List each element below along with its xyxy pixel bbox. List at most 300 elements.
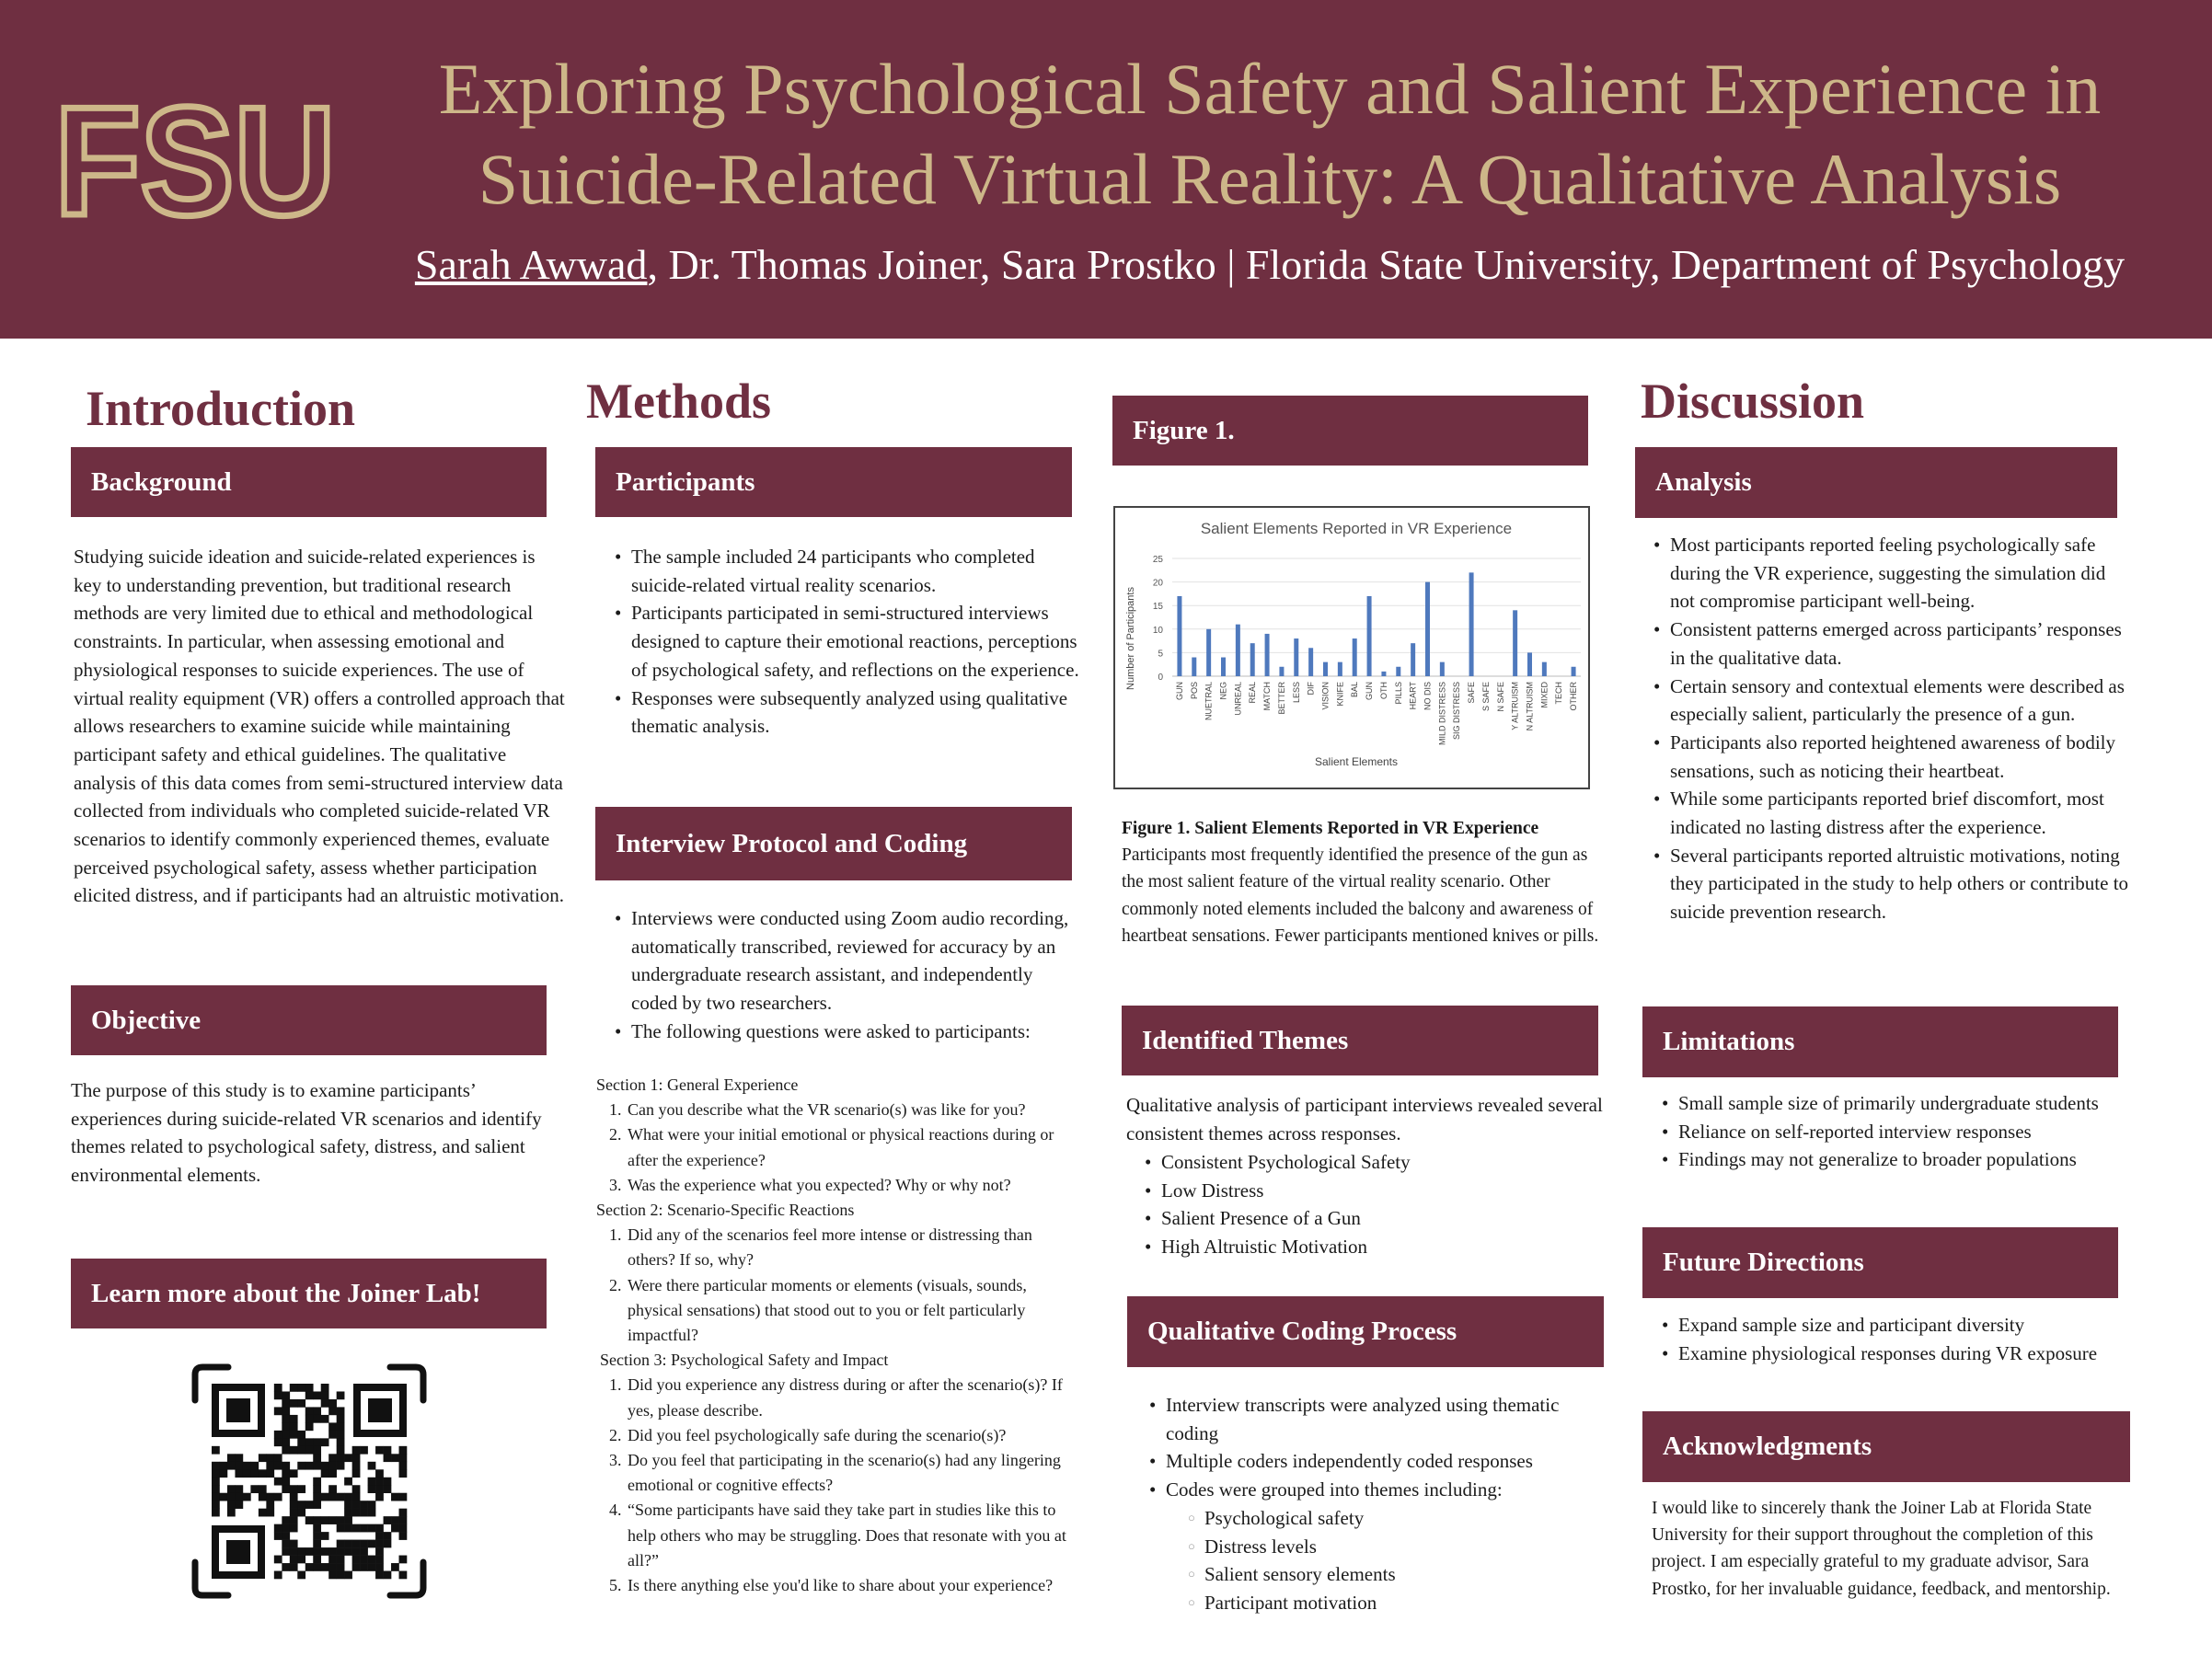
qr-module bbox=[344, 1493, 352, 1501]
qr-module bbox=[321, 1415, 329, 1423]
participants-list bbox=[615, 543, 1086, 741]
qr-module bbox=[219, 1462, 227, 1470]
list-item: • High Altruistic Motivation bbox=[1145, 1233, 1605, 1261]
qr-module bbox=[321, 1469, 329, 1478]
author-line bbox=[359, 237, 2181, 293]
qr-module bbox=[360, 1524, 368, 1533]
qr-module bbox=[360, 1563, 368, 1571]
qr-module bbox=[360, 1501, 368, 1509]
qr-module bbox=[337, 1556, 345, 1564]
list-item: • Multiple coders independently coded responses bbox=[1149, 1447, 1609, 1476]
qr-module bbox=[368, 1478, 376, 1486]
qr-module bbox=[305, 1391, 314, 1399]
qr-module bbox=[360, 1547, 368, 1556]
qr-module bbox=[297, 1509, 305, 1517]
qr-module bbox=[391, 1454, 399, 1462]
qr-module bbox=[368, 1485, 376, 1493]
qr-module bbox=[328, 1454, 337, 1462]
qr-module bbox=[321, 1462, 329, 1470]
qr-module bbox=[297, 1485, 305, 1493]
qr-module bbox=[391, 1516, 399, 1524]
qr-module bbox=[399, 1556, 408, 1564]
chart-bar bbox=[1572, 667, 1576, 676]
question-item: 2. Did you feel psychologically safe during the scenario(s)? bbox=[609, 1425, 1007, 1444]
qr-module bbox=[266, 1509, 274, 1517]
x-tick-label: LESS bbox=[1291, 682, 1301, 704]
chart-bar bbox=[1206, 629, 1211, 676]
qr-module bbox=[337, 1407, 345, 1415]
qr-module bbox=[313, 1446, 321, 1455]
qr-module bbox=[259, 1485, 267, 1493]
qr-module bbox=[352, 1540, 361, 1548]
qr-module bbox=[337, 1462, 345, 1470]
qr-module bbox=[266, 1454, 274, 1462]
qr-module bbox=[399, 1454, 408, 1462]
qr-module bbox=[282, 1563, 290, 1571]
x-tick-label: GUN bbox=[1365, 682, 1375, 700]
qr-module bbox=[313, 1563, 321, 1571]
qr-module bbox=[274, 1454, 282, 1462]
qr-module bbox=[290, 1384, 298, 1392]
qr-module bbox=[219, 1469, 227, 1478]
qr-module bbox=[368, 1563, 376, 1571]
y-tick-label: 0 bbox=[1158, 673, 1163, 683]
qr-module bbox=[328, 1399, 337, 1408]
qr-module bbox=[313, 1516, 321, 1524]
qr-module bbox=[227, 1493, 236, 1501]
qr-module bbox=[352, 1524, 361, 1533]
qr-module bbox=[384, 1516, 392, 1524]
qr-module bbox=[212, 1469, 220, 1478]
x-tick-label: S SAFE bbox=[1480, 682, 1491, 712]
poster-title-line-2: Suicide-Related Virtual Reality: A Qualitative Analysis bbox=[478, 139, 2062, 219]
x-tick-label: MATCH bbox=[1262, 682, 1273, 711]
list-item: • Examine physiological responses during VR exposure bbox=[1662, 1340, 2103, 1368]
coding-sublist bbox=[1188, 1504, 1630, 1617]
qr-module bbox=[290, 1399, 298, 1408]
interview-questions bbox=[596, 1073, 1079, 1598]
future-directions-list bbox=[1662, 1311, 2103, 1367]
y-axis-label: Number of Participants bbox=[1125, 587, 1136, 690]
list-item: • While some participants reported brief discomfort, most indicated no lasting distress after the experience. bbox=[1653, 785, 2132, 841]
qr-module bbox=[282, 1462, 290, 1470]
qr-module bbox=[375, 1571, 384, 1580]
qr-module bbox=[399, 1462, 408, 1470]
coding-process-heading: Qualitative Coding Process bbox=[1127, 1296, 1604, 1367]
figure-caption bbox=[1122, 815, 1609, 949]
qr-module bbox=[328, 1571, 337, 1580]
qr-module bbox=[391, 1563, 399, 1571]
chart-bar bbox=[1279, 667, 1284, 676]
qr-module bbox=[313, 1454, 321, 1462]
qr-module bbox=[250, 1469, 259, 1478]
primary-author: Sarah Awwad bbox=[414, 241, 648, 288]
qr-module bbox=[259, 1469, 267, 1478]
list-item: ○ Salient sensory elements bbox=[1188, 1560, 1630, 1589]
qr-module bbox=[227, 1509, 236, 1517]
qr-module bbox=[305, 1438, 314, 1446]
chart-bar bbox=[1250, 643, 1255, 676]
qr-module bbox=[313, 1485, 321, 1493]
chart-bar bbox=[1469, 572, 1474, 676]
qr-finder-top-right bbox=[353, 1384, 407, 1437]
qr-module bbox=[328, 1485, 337, 1493]
qr-module bbox=[375, 1532, 384, 1540]
qr-module bbox=[328, 1516, 337, 1524]
qr-module bbox=[352, 1501, 361, 1509]
qr-module bbox=[399, 1571, 408, 1580]
qr-module bbox=[282, 1391, 290, 1399]
qr-module bbox=[399, 1532, 408, 1540]
x-tick-label: NUETRAL bbox=[1204, 682, 1214, 721]
qr-module bbox=[227, 1501, 236, 1509]
y-tick-label: 5 bbox=[1158, 649, 1163, 660]
qr-module bbox=[399, 1446, 408, 1455]
qr-module bbox=[235, 1493, 243, 1501]
qr-module bbox=[337, 1540, 345, 1548]
qr-module bbox=[297, 1446, 305, 1455]
qr-module bbox=[337, 1547, 345, 1556]
chart-bar bbox=[1425, 582, 1430, 676]
question-item: 3. Was the experience what you expected? Why or why not? bbox=[609, 1175, 1011, 1194]
list-item: • Certain sensory and contextual elements were described as especially salient, particularly the presence of a gun. bbox=[1653, 673, 2132, 729]
qr-module bbox=[305, 1501, 314, 1509]
qr-module bbox=[290, 1547, 298, 1556]
qr-module bbox=[399, 1524, 408, 1533]
qr-module bbox=[250, 1485, 259, 1493]
list-item: • Consistent patterns emerged across participants’ responses in the qualitative data. bbox=[1653, 615, 2132, 672]
qr-module bbox=[212, 1493, 220, 1501]
joiner-lab-link[interactable]: Learn more about the Joiner Lab! bbox=[71, 1259, 547, 1328]
qr-module bbox=[375, 1478, 384, 1486]
question-section-heading: Section 2: Scenario-Specific Reactions bbox=[596, 1201, 855, 1220]
qr-module bbox=[235, 1501, 243, 1509]
qr-module bbox=[282, 1547, 290, 1556]
qr-module bbox=[282, 1446, 290, 1455]
qr-module bbox=[384, 1485, 392, 1493]
qr-module bbox=[344, 1509, 352, 1517]
co-authors-affiliation: , Dr. Thomas Joiner, Sara Prostko | Florida State University, Department of Psychology bbox=[647, 241, 2126, 288]
qr-module bbox=[360, 1509, 368, 1517]
qr-module bbox=[344, 1524, 352, 1533]
qr-module bbox=[274, 1431, 282, 1439]
qr-module bbox=[375, 1493, 384, 1501]
qr-module bbox=[352, 1556, 361, 1564]
x-tick-label: N SAFE bbox=[1495, 682, 1505, 712]
qr-module bbox=[399, 1516, 408, 1524]
qr-module bbox=[344, 1516, 352, 1524]
qr-module bbox=[384, 1454, 392, 1462]
qr-module bbox=[259, 1509, 267, 1517]
list-item: • Salient Presence of a Gun bbox=[1145, 1204, 1605, 1233]
figure-heading: Figure 1. bbox=[1112, 396, 1588, 466]
qr-module bbox=[282, 1422, 290, 1431]
list-item: • Codes were grouped into themes including: bbox=[1149, 1476, 1609, 1504]
question-item: 1. Can you describe what the VR scenario(s) was like for you? bbox=[609, 1100, 1026, 1120]
list-item: • Findings may not generalize to broader populations bbox=[1662, 1145, 2122, 1174]
qr-module bbox=[227, 1454, 236, 1462]
qr-module bbox=[321, 1391, 329, 1399]
qr-module bbox=[375, 1540, 384, 1548]
x-tick-label: Y ALTRUISM bbox=[1510, 682, 1520, 730]
qr-module bbox=[282, 1540, 290, 1548]
qr-module bbox=[368, 1524, 376, 1533]
qr-module bbox=[282, 1532, 290, 1540]
acknowledgments-heading: Acknowledgments bbox=[1642, 1411, 2130, 1482]
qr-module bbox=[399, 1509, 408, 1517]
x-tick-label: MIXED bbox=[1539, 682, 1550, 708]
qr-module bbox=[313, 1532, 321, 1540]
list-item: • The following questions were asked to participants: bbox=[615, 1018, 1079, 1046]
qr-module bbox=[352, 1547, 361, 1556]
qr-module bbox=[368, 1501, 376, 1509]
chart-bar bbox=[1221, 658, 1226, 676]
x-tick-label: N ALTRUISM bbox=[1525, 682, 1535, 731]
qr-module bbox=[282, 1415, 290, 1423]
qr-module bbox=[266, 1493, 274, 1501]
introduction-title: Introduction bbox=[86, 381, 356, 436]
protocol-list bbox=[615, 904, 1079, 1046]
qr-module bbox=[266, 1469, 274, 1478]
qr-module bbox=[399, 1469, 408, 1478]
chart-bar bbox=[1338, 662, 1342, 676]
qr-module bbox=[337, 1391, 345, 1399]
qr-module bbox=[266, 1462, 274, 1470]
qr-module bbox=[360, 1446, 368, 1455]
qr-module bbox=[282, 1485, 290, 1493]
y-tick-label: 25 bbox=[1152, 555, 1163, 565]
qr-module bbox=[266, 1501, 274, 1509]
qr-module bbox=[297, 1384, 305, 1392]
x-tick-label: OTHER bbox=[1569, 682, 1579, 711]
qr-module bbox=[290, 1469, 298, 1478]
qr-module bbox=[235, 1469, 243, 1478]
qr-module bbox=[328, 1563, 337, 1571]
chart-bar bbox=[1411, 643, 1415, 676]
qr-module bbox=[282, 1469, 290, 1478]
qr-module bbox=[274, 1571, 282, 1580]
future-directions-heading: Future Directions bbox=[1642, 1227, 2118, 1298]
qr-module bbox=[297, 1501, 305, 1509]
question-section-heading: Section 1: General Experience bbox=[596, 1075, 799, 1094]
chart-bar bbox=[1192, 658, 1196, 676]
x-tick-label: OTH bbox=[1378, 682, 1388, 699]
chart-bar bbox=[1294, 638, 1298, 676]
x-tick-label: GUN bbox=[1174, 682, 1184, 700]
qr-module bbox=[321, 1563, 329, 1571]
qr-module bbox=[384, 1446, 392, 1455]
qr-module bbox=[368, 1509, 376, 1517]
chart-bar bbox=[1381, 672, 1386, 676]
x-tick-label: BETTER bbox=[1276, 682, 1286, 715]
list-item: • Participants participated in semi-structured interviews designed to capture their emotional reactions, perceptions of psychological safety, and reflections on the experience. bbox=[615, 599, 1086, 684]
objective-heading: Objective bbox=[71, 985, 547, 1055]
qr-module bbox=[375, 1563, 384, 1571]
x-axis-label: Salient Elements bbox=[1314, 755, 1399, 768]
qr-module bbox=[243, 1462, 251, 1470]
qr-module bbox=[344, 1454, 352, 1462]
qr-module bbox=[282, 1407, 290, 1415]
qr-module bbox=[274, 1493, 282, 1501]
list-item: • Small sample size of primarily undergraduate students bbox=[1662, 1089, 2122, 1118]
themes-intro: Qualitative analysis of participant interviews revealed several consistent themes across responses. bbox=[1126, 1094, 1603, 1144]
qr-module bbox=[274, 1532, 282, 1540]
qr-module bbox=[391, 1524, 399, 1533]
chart-bar bbox=[1353, 638, 1357, 676]
chart-bar bbox=[1177, 596, 1181, 676]
qr-module bbox=[297, 1399, 305, 1408]
qr-module bbox=[250, 1462, 259, 1470]
qr-module bbox=[313, 1462, 321, 1470]
list-item: • Participants also reported heightened awareness of bodily sensations, such as noticing their heartbeat. bbox=[1653, 729, 2132, 785]
x-tick-label: BAL bbox=[1350, 682, 1360, 698]
methods-title: Methods bbox=[586, 374, 771, 429]
qr-module bbox=[313, 1524, 321, 1533]
qr-module bbox=[375, 1547, 384, 1556]
background-text: Studying suicide ideation and suicide-related experiences is key to understanding prevention, but traditional research methods are very limited due to ethical and methodological constraints. In particular, when assessing emotional and physiological responses to suicide experiences. The use of virtual reality equipment (VR) offers a controlled approach that allows researchers to examine suicide while maintaining participant safety and ethical guidelines. The qualitative analysis of this data comes from semi-structured interview data collected from individuals who completed suicide-related VR scenarios to identify commonly experienced themes, evaluate perceived psychological safety, assess whether participation elicited distress, and if participants had an altruistic motivation. bbox=[74, 546, 565, 907]
qr-module bbox=[297, 1556, 305, 1564]
qr-module bbox=[352, 1493, 361, 1501]
qr-module bbox=[297, 1431, 305, 1439]
qr-module bbox=[337, 1563, 345, 1571]
x-tick-label: DIF bbox=[1306, 682, 1316, 696]
qr-module bbox=[384, 1478, 392, 1486]
list-item: • Most participants reported feeling psychologically safe during the VR experience, suggesting the simulation did not compromise participant well-being. bbox=[1653, 531, 2132, 615]
qr-module bbox=[344, 1540, 352, 1548]
qr-module bbox=[321, 1399, 329, 1408]
chart-bar bbox=[1440, 662, 1445, 676]
qr-module bbox=[313, 1493, 321, 1501]
participants-heading: Participants bbox=[595, 447, 1072, 517]
list-item: • Consistent Psychological Safety bbox=[1145, 1148, 1605, 1177]
x-tick-label: NEG bbox=[1218, 682, 1228, 700]
qr-module bbox=[290, 1493, 298, 1501]
qr-module bbox=[290, 1485, 298, 1493]
limitations-heading: Limitations bbox=[1642, 1006, 2118, 1077]
chart-bar bbox=[1236, 625, 1240, 676]
identified-themes-heading: Identified Themes bbox=[1122, 1006, 1598, 1075]
qr-module bbox=[337, 1438, 345, 1446]
y-tick-label: 20 bbox=[1152, 578, 1163, 589]
question-item: 1. Did any of the scenarios feel more intense or distressing than others? If so, why? bbox=[609, 1225, 1032, 1270]
qr-module bbox=[305, 1516, 314, 1524]
list-item: ○ Distress levels bbox=[1188, 1533, 1630, 1561]
chart-bar bbox=[1308, 648, 1313, 676]
fsu-logo bbox=[48, 99, 342, 228]
qr-module bbox=[384, 1540, 392, 1548]
qr-module bbox=[352, 1485, 361, 1493]
qr-module bbox=[352, 1563, 361, 1571]
qr-module bbox=[212, 1462, 220, 1470]
question-item: 4. “Some participants have said they take part in studies like this to help others who may be struggling. Does that resonate with you at all?” bbox=[609, 1501, 1066, 1570]
poster-header bbox=[0, 0, 2212, 339]
qr-module bbox=[274, 1524, 282, 1533]
qr-module bbox=[337, 1446, 345, 1455]
list-item: • Reliance on self-reported interview responses bbox=[1662, 1118, 2122, 1146]
qr-module bbox=[274, 1391, 282, 1399]
list-item: • Expand sample size and participant diversity bbox=[1662, 1311, 2103, 1340]
qr-module bbox=[384, 1532, 392, 1540]
qr-module bbox=[212, 1478, 220, 1486]
qr-module bbox=[337, 1493, 345, 1501]
qr-module bbox=[321, 1532, 329, 1540]
qr-module bbox=[235, 1485, 243, 1493]
qr-module bbox=[375, 1556, 384, 1564]
qr-module bbox=[290, 1556, 298, 1564]
qr-module bbox=[212, 1446, 220, 1455]
x-tick-label: MILD DISTRESS bbox=[1437, 682, 1447, 746]
qr-module bbox=[290, 1415, 298, 1423]
qr-module bbox=[352, 1454, 361, 1462]
qr-module bbox=[305, 1422, 314, 1431]
qr-module bbox=[313, 1556, 321, 1564]
list-item: • Interviews were conducted using Zoom audio recording, automatically transcribed, reviewed for accuracy by an undergraduate research assistant, and independently coded by two researchers. bbox=[615, 904, 1079, 1018]
coding-list bbox=[1149, 1391, 1609, 1504]
qr-module bbox=[274, 1462, 282, 1470]
qr-module bbox=[337, 1454, 345, 1462]
qr-module bbox=[352, 1509, 361, 1517]
x-tick-label: VISION bbox=[1320, 682, 1331, 710]
list-item: • Low Distress bbox=[1145, 1177, 1605, 1205]
limitations-list bbox=[1662, 1089, 2122, 1174]
qr-module bbox=[212, 1485, 220, 1493]
question-item: 1. Did you experience any distress during or after the scenario(s)? If yes, please describe. bbox=[609, 1375, 1063, 1420]
list-item: • The sample included 24 participants who completed suicide-related virtual reality scenarios. bbox=[615, 543, 1086, 599]
qr-module bbox=[391, 1493, 399, 1501]
qr-module bbox=[219, 1493, 227, 1501]
qr-module bbox=[282, 1431, 290, 1439]
themes-list bbox=[1145, 1148, 1605, 1261]
qr-module bbox=[375, 1469, 384, 1478]
x-tick-label: SAFE bbox=[1467, 682, 1477, 704]
qr-module bbox=[305, 1407, 314, 1415]
qr-module bbox=[328, 1547, 337, 1556]
qr-code[interactable] bbox=[191, 1363, 427, 1599]
list-item: • Responses were subsequently analyzed using qualitative thematic analysis. bbox=[615, 684, 1086, 741]
qr-module bbox=[290, 1446, 298, 1455]
qr-module bbox=[328, 1407, 337, 1415]
qr-finder-bottom-left bbox=[212, 1525, 265, 1579]
list-item: • Interview transcripts were analyzed using thematic coding bbox=[1149, 1391, 1609, 1447]
qr-module bbox=[212, 1501, 220, 1509]
x-tick-label: NO DIS bbox=[1423, 682, 1433, 711]
qr-module bbox=[227, 1485, 236, 1493]
figure-caption-text: Participants most frequently identified the presence of the gun as the most salient feature of the virtual reality scenario. Other commonly noted elements included the balcony and awareness of heartbeat sensations. Fewer participants mentioned knives or pills. bbox=[1122, 845, 1599, 946]
question-item: 5. Is there anything else you'd like to share about your experience? bbox=[609, 1576, 1054, 1595]
x-tick-label: POS bbox=[1189, 682, 1199, 700]
qr-module bbox=[321, 1547, 329, 1556]
x-tick-label: UNREAL bbox=[1233, 682, 1243, 716]
list-item: • Several participants reported altruistic motivations, noting they participated in the study to help others or contribute to suicide prevention research. bbox=[1653, 842, 2132, 926]
qr-module bbox=[328, 1493, 337, 1501]
qr-module bbox=[305, 1446, 314, 1455]
qr-module bbox=[360, 1540, 368, 1548]
question-item: 2. Were there particular moments or elements (visuals, sounds, physical sensations) that stood out to you or felt particularly impactful? bbox=[609, 1275, 1027, 1345]
qr-module bbox=[305, 1415, 314, 1423]
qr-module bbox=[313, 1415, 321, 1423]
qr-module bbox=[297, 1571, 305, 1580]
qr-module bbox=[399, 1493, 408, 1501]
qr-module bbox=[375, 1485, 384, 1493]
qr-module bbox=[297, 1462, 305, 1470]
x-tick-label: REAL bbox=[1248, 682, 1258, 704]
poster-title-line-1: Exploring Psychological Safety and Salient Experience in bbox=[438, 49, 2102, 129]
qr-module bbox=[297, 1547, 305, 1556]
qr-module bbox=[352, 1469, 361, 1478]
chart-bar bbox=[1265, 634, 1270, 676]
qr-module bbox=[337, 1571, 345, 1580]
background-heading: Background bbox=[71, 447, 547, 517]
